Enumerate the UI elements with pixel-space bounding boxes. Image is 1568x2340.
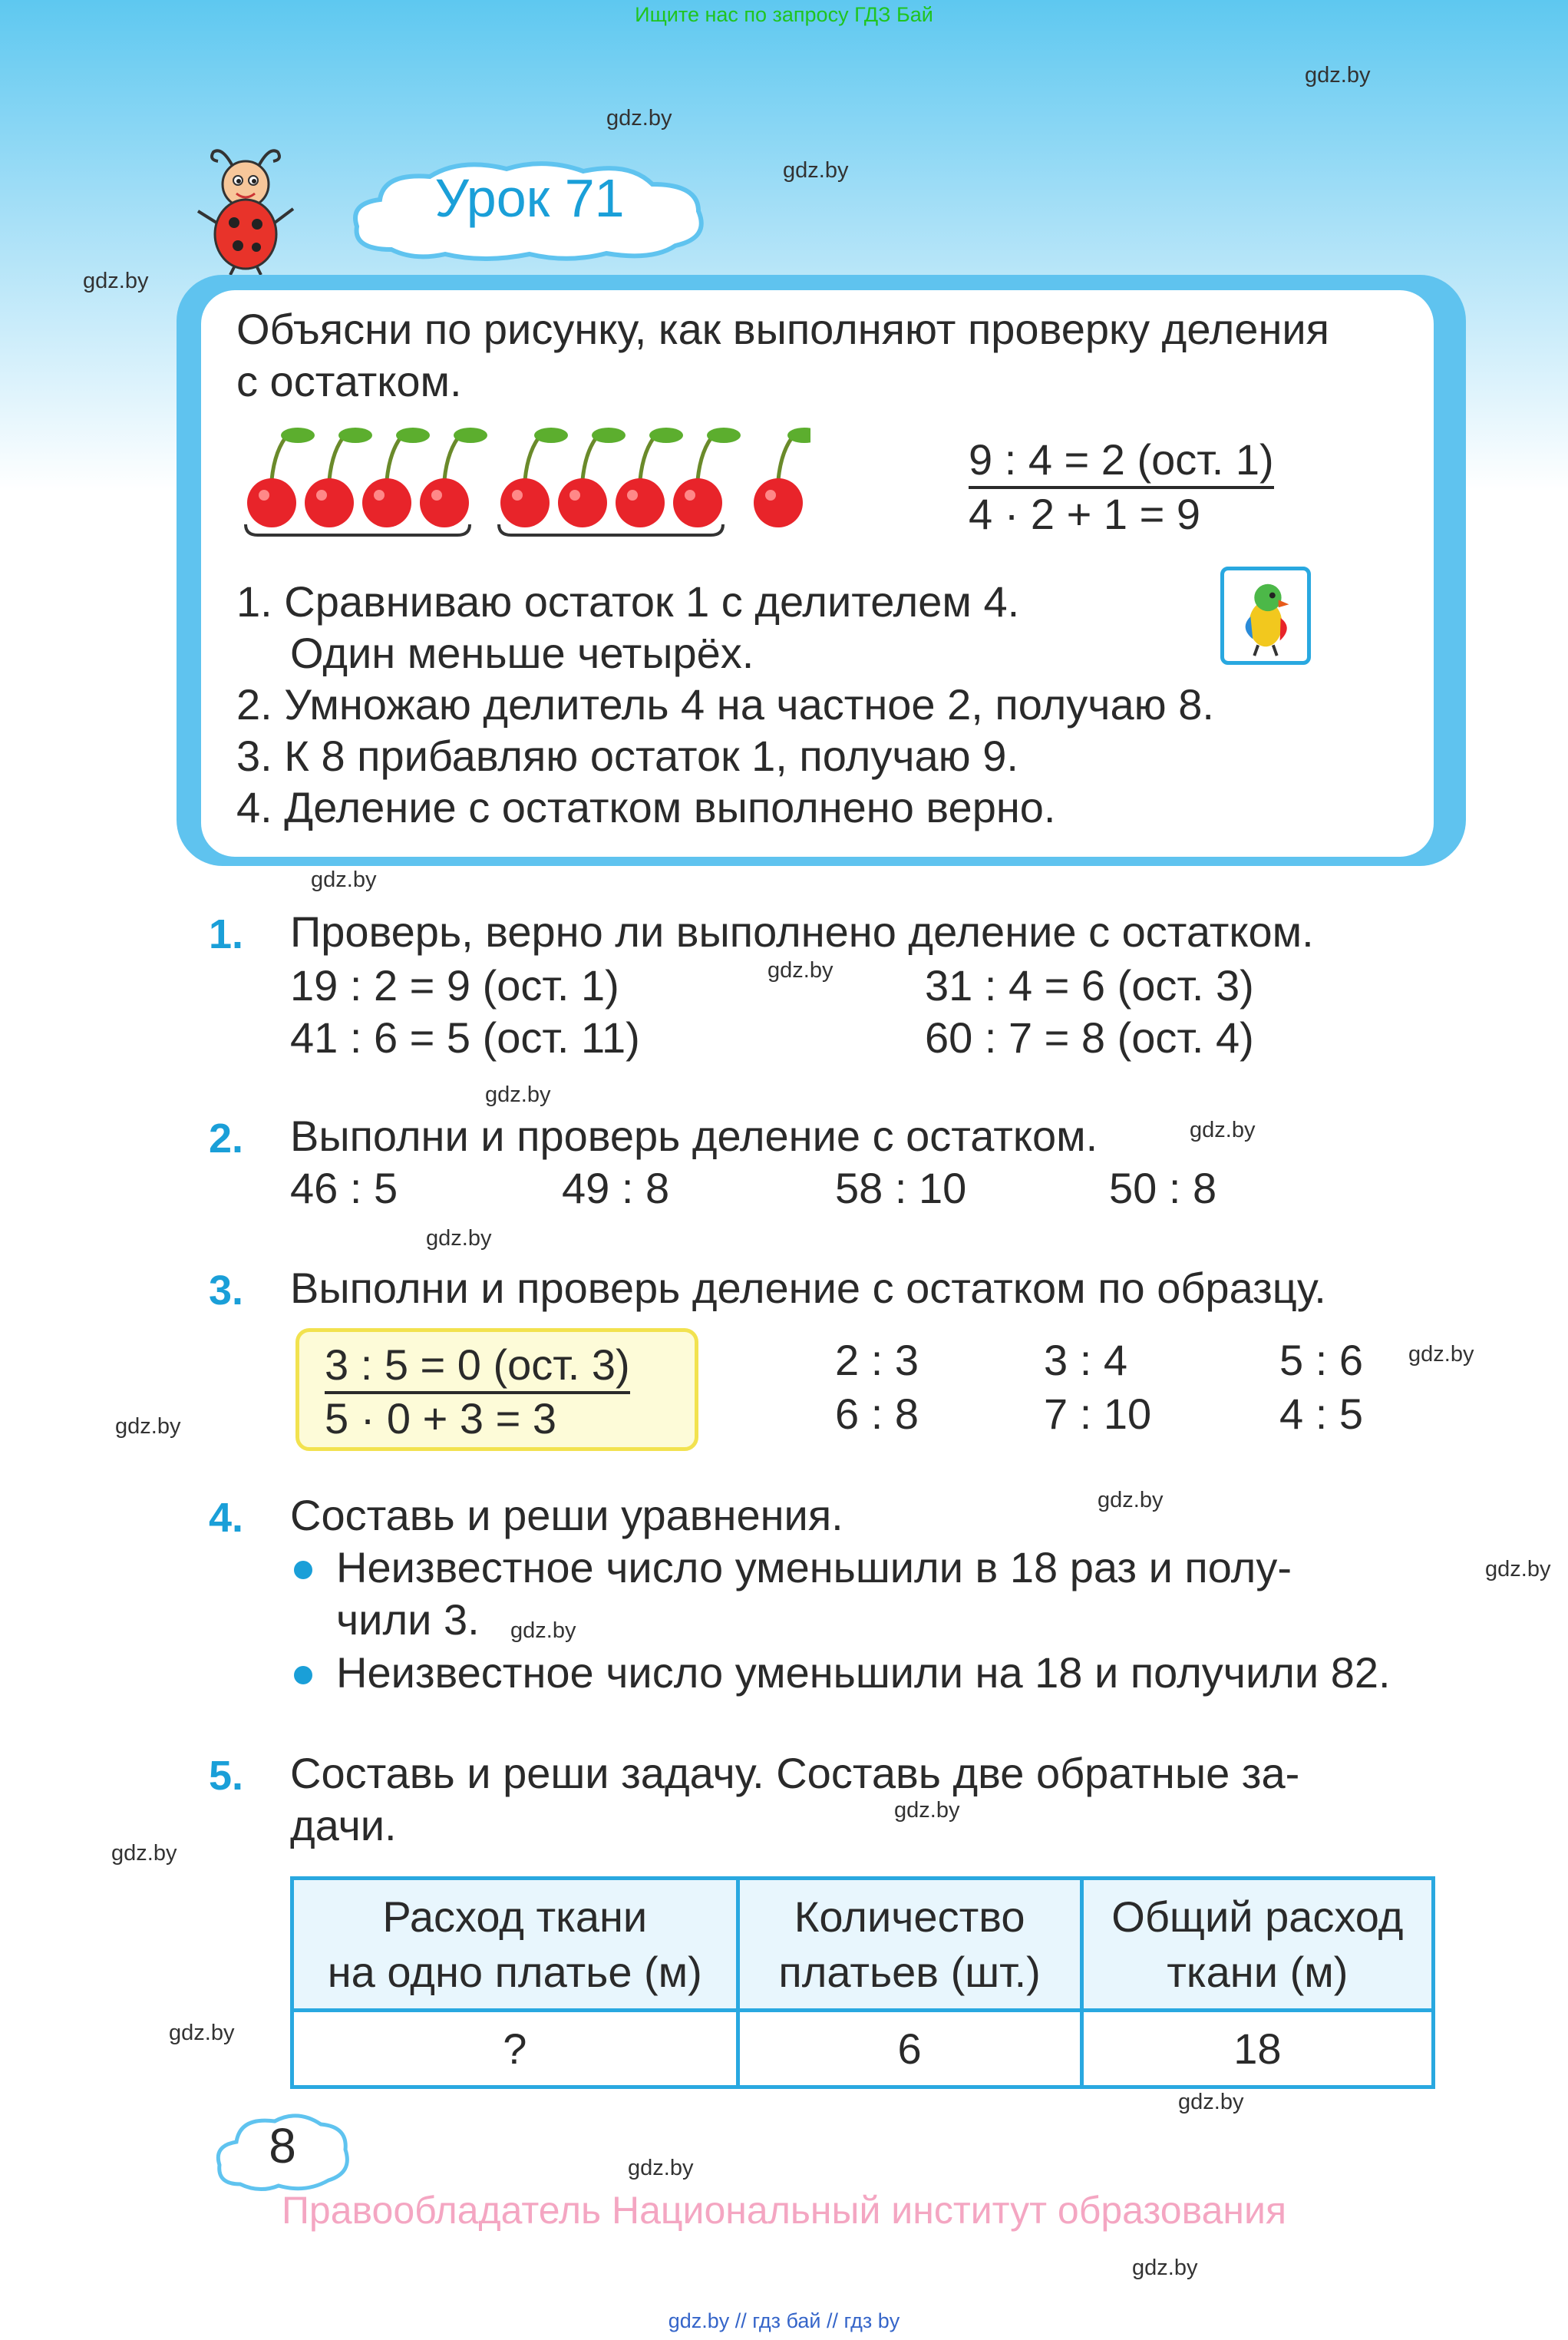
- task-3-item: 6 : 8: [835, 1390, 919, 1438]
- table-row: [292, 2011, 1434, 2087]
- cherry-remainder: [754, 428, 810, 527]
- watermark: gdz.by: [767, 958, 834, 983]
- task-3-item: 4 : 5: [1279, 1390, 1363, 1438]
- lesson-title: Урок 71: [434, 168, 625, 228]
- table-cell: ?: [292, 2011, 738, 2087]
- watermark: gdz.by: [1485, 1557, 1551, 1581]
- table-header-text: на одно платье (м): [327, 1947, 702, 1996]
- watermark: gdz.by: [1132, 2256, 1198, 2280]
- task-1-item: 41 : 6 = 5 (ост. 11): [290, 1013, 640, 1062]
- task-2-item: 50 : 8: [1109, 1164, 1217, 1212]
- page-number: 8: [269, 2118, 296, 2173]
- task-1-number: 1.: [209, 911, 244, 957]
- watermark: gdz.by: [606, 106, 672, 131]
- task-4-number: 4.: [209, 1495, 244, 1541]
- intro-step-1: 1. Сравниваю остаток 1 с делителем 4.: [236, 577, 1020, 626]
- task-4-title: Составь и реши уравнения.: [290, 1491, 843, 1539]
- watermark: gdz.by: [1190, 1118, 1256, 1142]
- intro-step-3: 3. К 8 прибавляю остаток 1, получаю 9.: [236, 732, 1018, 780]
- ladybug-icon: [192, 138, 299, 276]
- task-4-bullet-2: Неизвестное число уменьшили на 18 и получили 82.: [336, 1648, 1391, 1697]
- intro-text-line2: с остатком.: [236, 357, 462, 405]
- task-3-item: 5 : 6: [1279, 1336, 1363, 1384]
- task-2-title: Выполни и проверь деление с остатком.: [290, 1112, 1098, 1160]
- sample-division: 3 : 5 = 0 (ост. 3): [325, 1339, 630, 1394]
- intro-step-2: 2. Умножаю делитель 4 на частное 2, получаю 8.: [236, 680, 1214, 729]
- task-5-text-line2: дачи.: [290, 1801, 397, 1849]
- table-cell: 6: [738, 2011, 1081, 2087]
- table-cell: 18: [1081, 2011, 1433, 2087]
- task-1-item: 60 : 7 = 8 (ост. 4): [925, 1013, 1254, 1062]
- task-5-number: 5.: [209, 1753, 244, 1799]
- table-header-cell: [738, 1879, 1081, 2011]
- sample-check: 5 · 0 + 3 = 3: [325, 1394, 556, 1443]
- table-header-row: [292, 1879, 1434, 2011]
- cherry-group-2: [499, 428, 741, 535]
- top-search-hint[interactable]: Ищите нас по запросу ГДЗ Бай: [635, 3, 933, 26]
- task-1-item: 19 : 2 = 9 (ост. 1): [290, 961, 619, 1010]
- intro-step-4: 4. Деление с остатком выполнено верно.: [236, 783, 1056, 831]
- watermark: gdz.by: [485, 1082, 551, 1107]
- intro-step-1-cont: Один меньше четырёх.: [290, 629, 754, 677]
- task-3-item: 7 : 10: [1044, 1390, 1152, 1438]
- watermark: gdz.by: [1178, 2090, 1244, 2114]
- watermark: gdz.by: [510, 1618, 576, 1643]
- table-header-text: платьев (шт.): [778, 1947, 1041, 1996]
- bullet-icon: [294, 1561, 312, 1579]
- fabric-table: [290, 1876, 1435, 2089]
- watermark: gdz.by: [311, 868, 377, 892]
- task-2-item: 49 : 8: [562, 1164, 670, 1212]
- bullet-icon: [294, 1666, 312, 1684]
- task-1-title: Проверь, верно ли выполнено деление с остатком.: [290, 907, 1314, 956]
- task-3-number: 3.: [209, 1268, 244, 1314]
- task-3-item: 2 : 3: [835, 1336, 919, 1384]
- parrot-icon: [1220, 567, 1311, 665]
- task-3-item: 3 : 4: [1044, 1336, 1127, 1384]
- copyright-notice: Правообладатель Национальный институт образования: [281, 2189, 1287, 2232]
- cherries-illustration: [243, 426, 810, 541]
- task-5-text-line1: Составь и реши задачу. Составь две обратные за-: [290, 1749, 1300, 1797]
- task-3-title: Выполни и проверь деление с остатком по образцу.: [290, 1264, 1326, 1312]
- footer-links[interactable]: gdz.by // гдз бай // гдз by: [668, 2309, 900, 2332]
- watermark: gdz.by: [115, 1414, 181, 1439]
- watermark: gdz.by: [1408, 1342, 1474, 1367]
- table-header-cell: [292, 1879, 738, 2011]
- task-2-item: 58 : 10: [835, 1164, 967, 1212]
- intro-equation-division: 9 : 4 = 2 (ост. 1): [969, 434, 1274, 489]
- cherry-group-1: [246, 428, 487, 535]
- watermark: gdz.by: [628, 2156, 694, 2180]
- watermark: gdz.by: [83, 269, 149, 293]
- watermark: gdz.by: [783, 158, 849, 183]
- intro-text-line1: Объясни по рисунку, как выполняют проверку деления: [236, 305, 1329, 353]
- watermark: gdz.by: [894, 1798, 960, 1823]
- task-1-item: 31 : 4 = 6 (ост. 3): [925, 961, 1254, 1010]
- watermark: gdz.by: [169, 2021, 235, 2045]
- table-header-cell: [1081, 1879, 1433, 2011]
- table-header-text: Расход ткани: [382, 1892, 648, 1941]
- watermark: gdz.by: [1098, 1488, 1164, 1512]
- table-header-text: Общий расход: [1111, 1892, 1404, 1941]
- task-2-number: 2.: [209, 1115, 244, 1162]
- table-header-text: ткани (м): [1167, 1947, 1348, 1996]
- watermark: gdz.by: [426, 1226, 492, 1251]
- intro-equation-check: 4 · 2 + 1 = 9: [969, 490, 1200, 538]
- table-header-text: Количество: [794, 1892, 1025, 1941]
- task-2-item: 46 : 5: [290, 1164, 398, 1212]
- watermark: gdz.by: [111, 1841, 177, 1866]
- task-4-bullet-1: Неизвестное число уменьшили в 18 раз и полу-: [336, 1543, 1292, 1591]
- watermark: gdz.by: [1305, 63, 1371, 88]
- task-4-bullet-1-cont: чили 3.: [336, 1595, 480, 1644]
